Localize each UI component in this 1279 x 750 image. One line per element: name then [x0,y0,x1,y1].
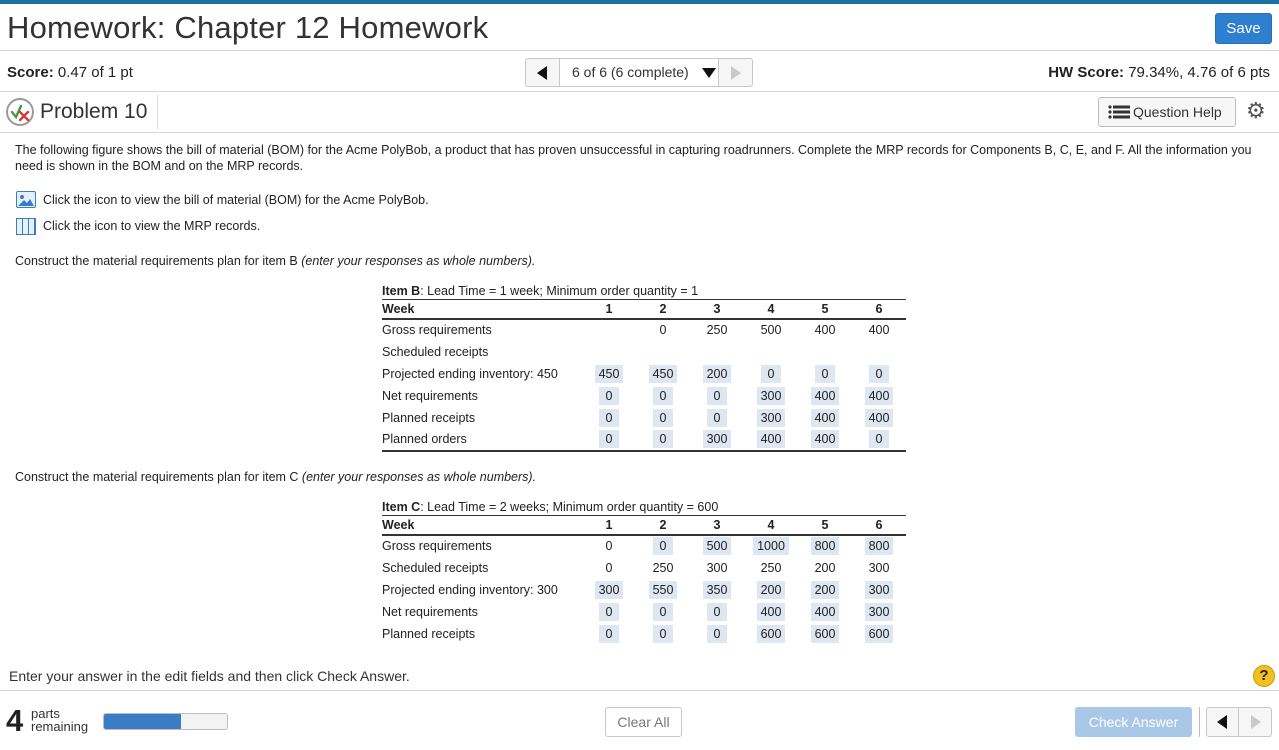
gross-cell: 500 [760,323,782,337]
answer-field[interactable]: 300 [865,581,894,599]
week-cell: 5 [798,300,852,319]
list-icon [1108,104,1130,120]
problem-intro: The following figure shows the bill of material (BOM) for the Acme PolyBob, a product that has proven unsuccessful in capturing roadrunners. Complete the MRP records for Components B, C, E, and F. All the information you need is shown in the BOM and on the MRP records. [15,143,1252,173]
answer-field[interactable]: 0 [707,625,727,643]
next-arrow-icon [731,66,741,80]
row-label: Gross requirements [382,539,492,553]
table-icon[interactable] [16,218,36,235]
row-label: Net requirements [382,388,478,403]
table-row [382,341,906,363]
answer-field[interactable]: 450 [595,365,624,383]
sched-cell: 250 [760,560,782,575]
answer-field[interactable]: 600 [811,625,840,643]
score-text [7,64,133,81]
problem-title: Problem 10 [40,100,148,123]
answer-field[interactable]: 400 [865,409,894,427]
divider [1199,707,1200,737]
hw-score-label: HW Score: [1048,64,1125,81]
gross-cell: 400 [814,323,836,337]
gear-icon[interactable]: ⚙ [1246,98,1266,123]
progress-bar [103,713,228,730]
answer-field[interactable]: 200 [757,581,786,599]
item-b-caption-bold: Item B [382,284,421,298]
empty-cell [690,341,744,363]
previous-question-button[interactable] [1207,708,1239,736]
help-icon[interactable]: ? [1253,665,1275,687]
sched-cell: 300 [706,560,728,575]
bom-link-text: Click the icon to view the bill of material (BOM) for the Acme PolyBob. [43,193,429,207]
answer-field[interactable]: 350 [703,581,732,599]
week-cell: 1 [582,300,636,319]
week-cell: 6 [852,300,906,319]
answer-field[interactable]: 500 [703,537,732,555]
week-label: Week [382,300,582,319]
answer-field[interactable]: 300 [757,409,786,427]
answer-field[interactable]: 400 [865,387,894,405]
week-cell: 2 [636,516,690,535]
item-c-caption-bold: Item C [382,500,421,514]
check-answer-button[interactable]: Check Answer [1075,707,1192,737]
week-cell: 4 [744,516,798,535]
answer-field[interactable]: 0 [599,430,619,448]
answer-field[interactable]: 0 [599,625,619,643]
clear-all-button[interactable]: Clear All [605,707,682,737]
parts-label-line2: remaining [31,719,89,734]
item-b-caption-rest: : Lead Time = 1 week; Minimum order quantity = 1 [420,284,699,298]
answer-field[interactable]: 0 [653,387,673,405]
answer-field[interactable]: 400 [811,603,840,621]
answer-field[interactable]: 400 [811,409,840,427]
week-header-row [382,300,906,319]
answer-field[interactable]: 0 [815,365,835,383]
sched-cell: 250 [652,560,674,575]
instruction-b-text: Construct the material requirements plan for item B [15,254,302,268]
sched-cell: 200 [814,560,836,575]
item-c-caption-rest: : Lead Time = 2 weeks; Minimum order quantity = 600 [420,500,719,514]
instruction-item-b [15,254,535,268]
answer-field[interactable]: 0 [653,430,673,448]
dropdown-arrow-icon [702,68,716,78]
answer-field[interactable]: 0 [653,625,673,643]
instruction-c-italic: (enter your responses as whole numbers). [301,470,537,484]
answer-field[interactable]: 0 [599,603,619,621]
instruction-item-c [15,470,536,484]
sched-cell: 0 [605,560,613,575]
divider [157,95,158,129]
item-c-mrp-table [382,515,906,645]
week-cell: 5 [798,516,852,535]
item-c-caption [382,500,718,514]
answer-field[interactable]: 0 [707,603,727,621]
empty-cell [636,341,690,363]
answer-field[interactable]: 550 [649,581,678,599]
answer-field[interactable]: 0 [653,409,673,427]
title-bar [0,4,1279,51]
table-row [382,557,906,579]
answer-field[interactable]: 0 [869,365,889,383]
sched-cell: 300 [868,560,890,575]
table-row [382,429,906,451]
instruction-c-text: Construct the material requirements plan for item C [15,470,302,484]
hw-score-text [1048,64,1270,81]
score-label: Score: [7,64,54,81]
item-b-caption [382,284,698,298]
gross-cell: 0 [659,323,667,337]
empty-cell [852,341,906,363]
answer-field[interactable]: 200 [703,365,732,383]
answer-field[interactable]: 200 [811,581,840,599]
answer-field[interactable]: 600 [865,625,894,643]
gross-cell [582,319,636,341]
answer-field[interactable]: 0 [869,430,889,448]
week-cell: 3 [690,300,744,319]
previous-arrow-icon [537,66,547,80]
next-arrow-icon [1251,715,1261,729]
question-select-dropdown[interactable] [560,59,718,86]
answer-field[interactable]: 300 [757,387,786,405]
answer-field[interactable]: 300 [703,430,732,448]
page-title: Homework: Chapter 12 Homework [7,10,489,45]
week-cell: 6 [852,516,906,535]
score-value: 0.47 of 1 pt [57,64,133,81]
row-label: Projected ending inventory: 300 [382,582,558,597]
footer-bar [0,690,1279,750]
row-label: Net requirements [382,604,478,619]
score-bar [0,52,1279,92]
answer-instructions: Enter your answer in the edit fields and then click Check Answer. [9,668,410,684]
image-icon[interactable] [16,191,36,208]
partial-credit-icon [6,98,34,126]
answer-field[interactable]: 600 [757,625,786,643]
answer-field[interactable]: 300 [595,581,624,599]
table-row [382,579,906,601]
answer-field[interactable]: 300 [865,603,894,621]
row-label: Scheduled receipts [382,560,489,575]
item-b-mrp-table [382,299,906,452]
row-label: Planned receipts [382,410,476,425]
table-row [382,319,906,341]
table-row [382,535,906,557]
week-cell: 1 [582,516,636,535]
parts-remaining-count: 4 [6,703,24,738]
progress-fill [104,714,181,729]
row-label: Planned receipts [382,626,476,641]
instruction-b-italic: (enter your responses as whole numbers). [301,254,536,268]
mrp-link-text: Click the icon to view the MRP records. [43,219,261,233]
answer-field[interactable]: 450 [649,365,678,383]
next-question-button[interactable] [718,59,752,86]
answer-field[interactable]: 1000 [753,537,789,555]
empty-cell [582,341,636,363]
answer-field[interactable]: 0 [707,387,727,405]
previous-arrow-icon [1217,715,1227,729]
answer-field[interactable]: 400 [757,430,786,448]
table-row [382,623,906,645]
answer-field[interactable]: 400 [757,603,786,621]
parts-remaining-label [31,707,88,733]
week-header-row [382,516,906,535]
answer-field[interactable]: 0 [599,387,619,405]
row-label: Projected ending inventory: 450 [382,366,558,381]
answer-field[interactable]: 400 [811,430,840,448]
answer-field[interactable]: 0 [707,409,727,427]
gross-cell: 400 [868,323,890,337]
problem-header [0,92,1279,133]
table-row [382,407,906,429]
table-row [382,363,906,385]
week-cell: 3 [690,516,744,535]
answer-field[interactable]: 800 [811,537,840,555]
hw-score-value: 79.34%, 4.76 of 6 pts [1128,64,1270,81]
answer-field[interactable]: 0 [653,603,673,621]
answer-field[interactable]: 0 [599,409,619,427]
week-label: Week [382,516,582,535]
question-help-button[interactable] [1098,97,1236,127]
question-navigator [525,58,753,87]
week-cell: 2 [636,300,690,319]
table-row [382,385,906,407]
table-row [382,601,906,623]
save-button[interactable]: Save [1215,13,1272,44]
gross-cell: 0 [605,539,613,553]
row-label: Scheduled receipts [382,344,489,359]
answer-field[interactable]: 0 [653,537,673,555]
answer-field[interactable]: 400 [811,387,840,405]
footer-question-navigator [1206,707,1272,737]
week-cell: 4 [744,300,798,319]
question-select-value: 6 of 6 (6 complete) [572,64,689,80]
empty-cell [798,341,852,363]
gross-cell: 250 [706,323,728,337]
row-label: Planned orders [382,432,467,446]
row-label: Gross requirements [382,323,492,337]
previous-question-button[interactable] [526,59,560,86]
answer-field[interactable]: 0 [761,365,781,383]
answer-field[interactable]: 800 [865,537,894,555]
question-help-label: Question Help [1133,104,1222,120]
parts-label-line1: parts [31,706,60,721]
empty-cell [744,341,798,363]
